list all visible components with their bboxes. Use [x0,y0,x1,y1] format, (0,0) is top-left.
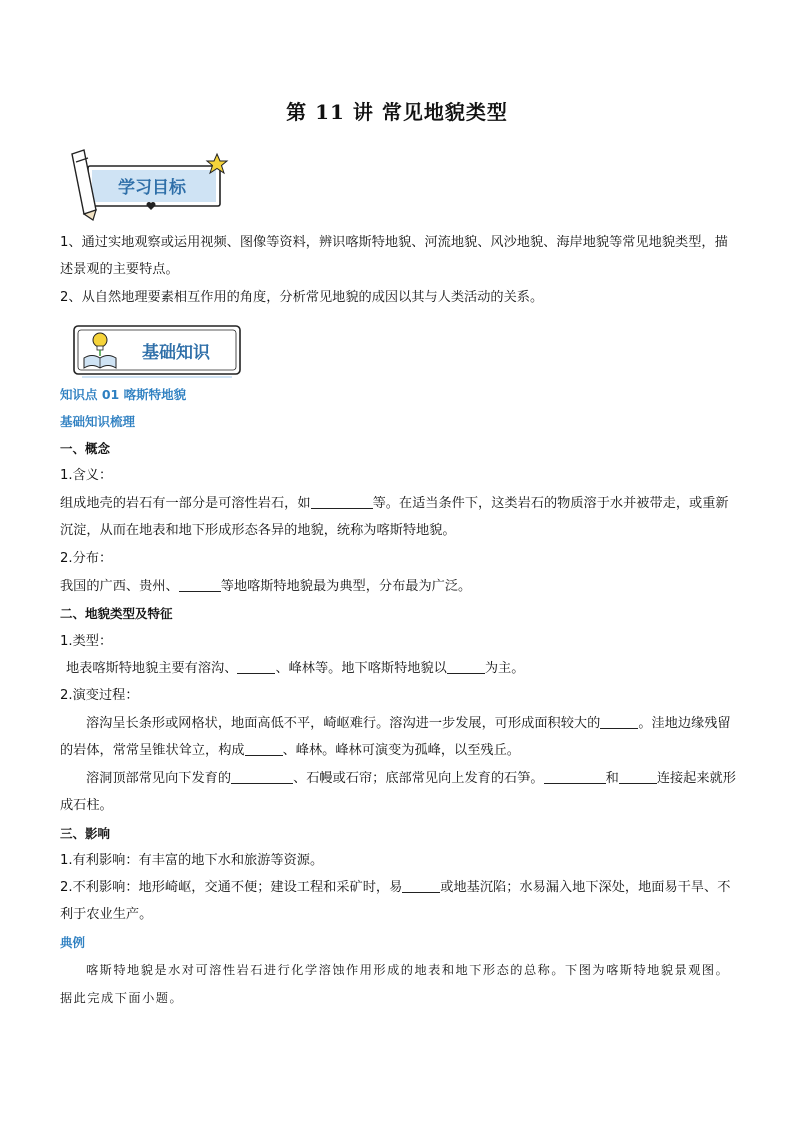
section-types-heading: 二、地貌类型及特征 [60,606,173,621]
blank-rock-type[interactable] [311,494,373,509]
goal-item-2: 2、从自然地理要素相互作用的角度，分析常见地貌的成因以其与人类活动的关系。 [60,290,544,305]
evolution-paragraph-1: 溶沟呈长条形或网格状，地面高低不平，崎岖难行。溶沟进一步发展，可形成面积较大的 。洼地边缘残留的岩体，常常呈锥状耸立，构成 、峰林。峰林可演变为孤峰，以至残丘。 [60,716,731,758]
example-label: 典例 [60,935,86,950]
page-title: 第 11 讲 常见地貌类型 [286,100,508,124]
blank-stalactite[interactable] [231,769,293,784]
blank-province[interactable] [179,577,221,592]
example-text: 喀斯特地貌是水对可溶性岩石进行化学溶蚀作用形成的地表和地下形态的总称。下图为喀斯特地貌景观图。据此完成下面小题。 [60,963,730,1005]
impact-negative: 2.不利影响：地形崎岖，交通不便；建设工程和采矿时，易 或地基沉陷；水易漏入地下深处，地面易干旱、不利于农业生产。 [60,880,731,922]
impact-positive: 1.有利影响：有丰富的地下水和旅游等资源。 [60,853,324,868]
blank-peak-cluster[interactable] [245,741,283,756]
type-text: 地表喀斯特地貌主要有溶沟、 、峰林等。地下喀斯特地貌以 为主。 [66,661,525,676]
blank-depression[interactable] [600,714,638,729]
knowledge-point-title: 知识点 01 喀斯特地貌 [60,387,187,402]
heart-icon [147,202,156,210]
evolution-paragraph-2: 溶洞顶部常见向下发育的 、石幔或石帘；底部常见向上发育的石笋。 和 连接起来就形成石柱。 [60,771,736,813]
meaning-label: 1.含义： [60,468,113,483]
section-impact-heading: 三、影响 [60,826,111,841]
evolution-label: 2.演变过程： [60,688,139,703]
distribution-text: 我国的广西、贵州、 等地喀斯特地貌最为典型，分布最为广泛。 [60,579,472,594]
type-label: 1.类型： [60,634,113,649]
blank-underground-type[interactable] [447,659,485,674]
blank-pillar-top[interactable] [544,769,606,784]
distribution-label: 2.分布： [60,551,113,566]
blank-collapse[interactable] [402,878,440,893]
basic-knowledge-label: 基础知识 [142,343,210,363]
blank-pillar-bottom[interactable] [619,769,657,784]
meaning-text: 组成地壳的岩石有一部分是可溶性岩石，如 等。在适当条件下，这类岩石的物质溶于水并被带走，或重新沉淀，从而在地表和地下形成形态各异的地貌，统称为喀斯特地貌。 [60,496,729,538]
learning-goal-label: 学习目标 [118,178,186,198]
learning-goal-banner [66,148,236,222]
review-title: 基础知识梳理 [60,414,136,429]
blank-surface-type[interactable] [237,659,275,674]
section-concept-heading: 一、概念 [60,441,111,456]
basic-knowledge-banner [72,322,244,380]
goal-item-1: 1、通过实地观察或运用视频、图像等资料，辨识喀斯特地貌、河流地貌、风沙地貌、海岸地貌等常见地貌类型，描述景观的主要特点。 [60,235,728,277]
